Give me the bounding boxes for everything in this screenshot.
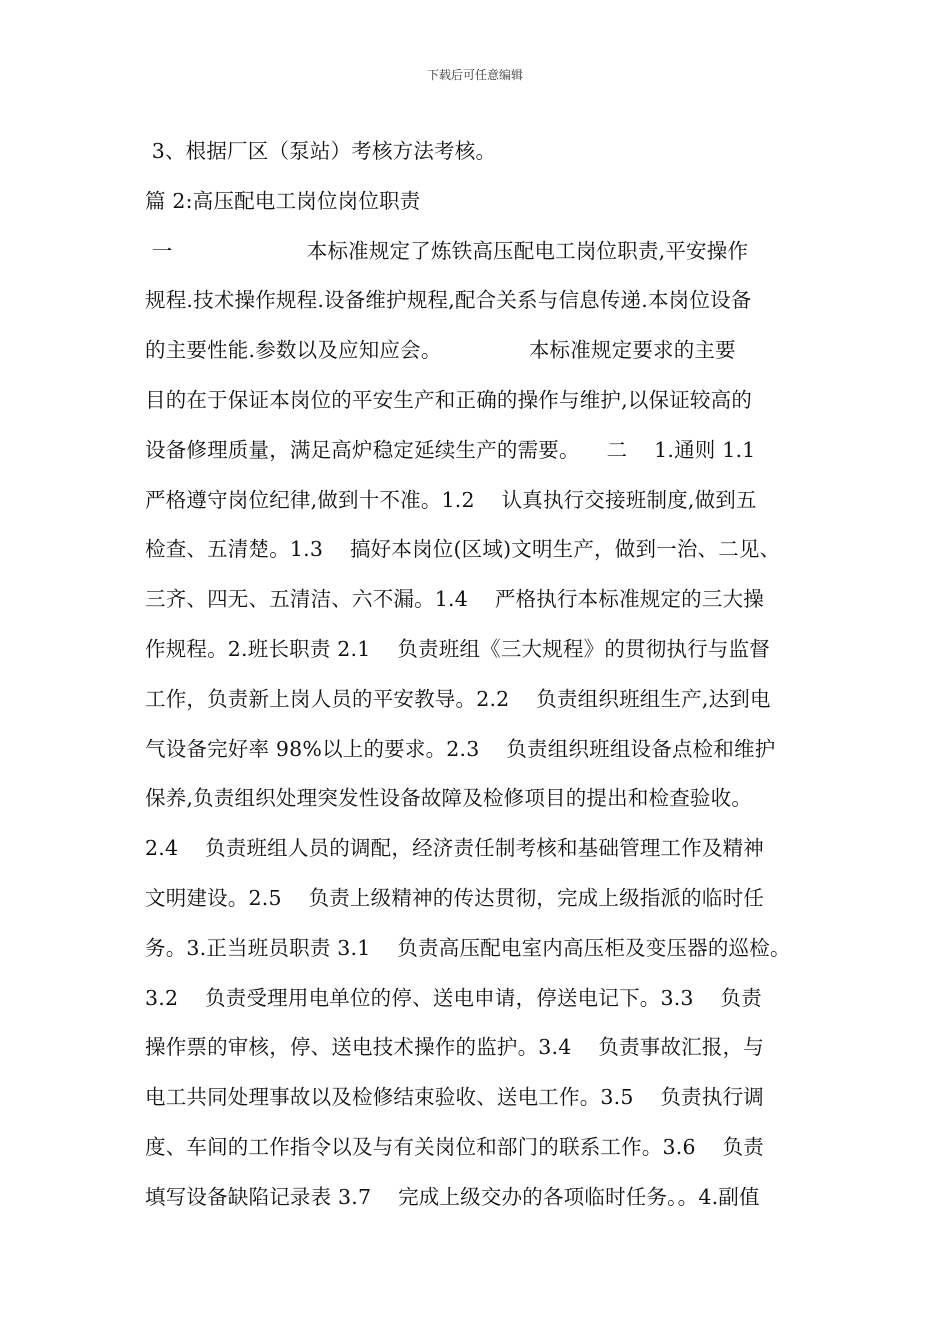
text-line: 电工共同处理事故以及检修结束验收、送电工作。3.5 负责执行调	[145, 1085, 764, 1110]
text-line: 严格遵守岗位纪律,做到十不准。1.2 认真执行交接班制度,做到五	[145, 487, 757, 512]
text-line: 目的在于保证本岗位的平安生产和正确的操作与维护,以保证较高的	[145, 387, 753, 412]
document-body	[145, 130, 825, 1226]
text-line: 2.4 负责班组人员的调配，经济责任制考核和基础管理工作及精神	[145, 836, 764, 861]
text-line: 工作，负责新上岗人员的平安教导。2.2 负责组织班组生产,达到电	[145, 686, 771, 711]
text-line: 规程.技术操作规程.设备维护规程,配合关系与信息传递.本岗位设备	[145, 288, 752, 313]
text-line: 操作票的审核，停、送电技术操作的监护。3.4 负责事故汇报，与	[145, 1035, 764, 1060]
text-line: 保养,负责组织处理突发性设备故障及检修项目的提出和检查验收。	[145, 786, 753, 811]
text-line: 填写设备缺陷记录表 3.7 完成上级交办的各项临时任务。。4.副值	[145, 1184, 760, 1209]
text-line: 3.2 负责受理用电单位的停、送电申请，停送电记下。3.3 负责	[145, 985, 762, 1010]
section-title: 篇 2:高压配电工岗位岗位职责	[145, 188, 421, 213]
text-line: 三齐、四无、五清洁、六不漏。1.4 严格执行本标准规定的三大操	[145, 587, 764, 612]
text-line: 度、车间的工作指令以及与有关岗位和部门的联系工作。3.6 负责	[145, 1134, 764, 1159]
text-line: 一 本标准规定了炼铁高压配电工岗位职责,平安操作	[145, 238, 749, 263]
page-header: 下载后可任意编辑	[426, 68, 523, 82]
text-line: 3、根据厂区（泵站）考核方法考核。	[145, 139, 497, 163]
text-line: 气设备完好率 98%以上的要求。2.3 负责组织班组设备点检和维护	[145, 736, 776, 761]
text-line: 作规程。2.班长职责 2.1 负责班组《三大规程》的贯彻执行与监督	[145, 636, 770, 661]
text-line: 文明建设。2.5 负责上级精神的传达贯彻，完成上级指派的临时任	[145, 885, 764, 910]
text-line: 设备修理质量，满足高炉稳定延续生产的需要。 二 1.通则 1.1	[145, 437, 756, 462]
text-line: 务。3.正当班员职责 3.1 负责高压配电室内高压柜及变压器的巡检。	[145, 935, 791, 960]
text-line: 检查、五清楚。1.3 搞好本岗位(区域)文明生产，做到一治、二见、	[145, 537, 781, 562]
text-line: 的主要性能.参数以及应知应会。 本标准规定要求的主要	[145, 338, 736, 363]
